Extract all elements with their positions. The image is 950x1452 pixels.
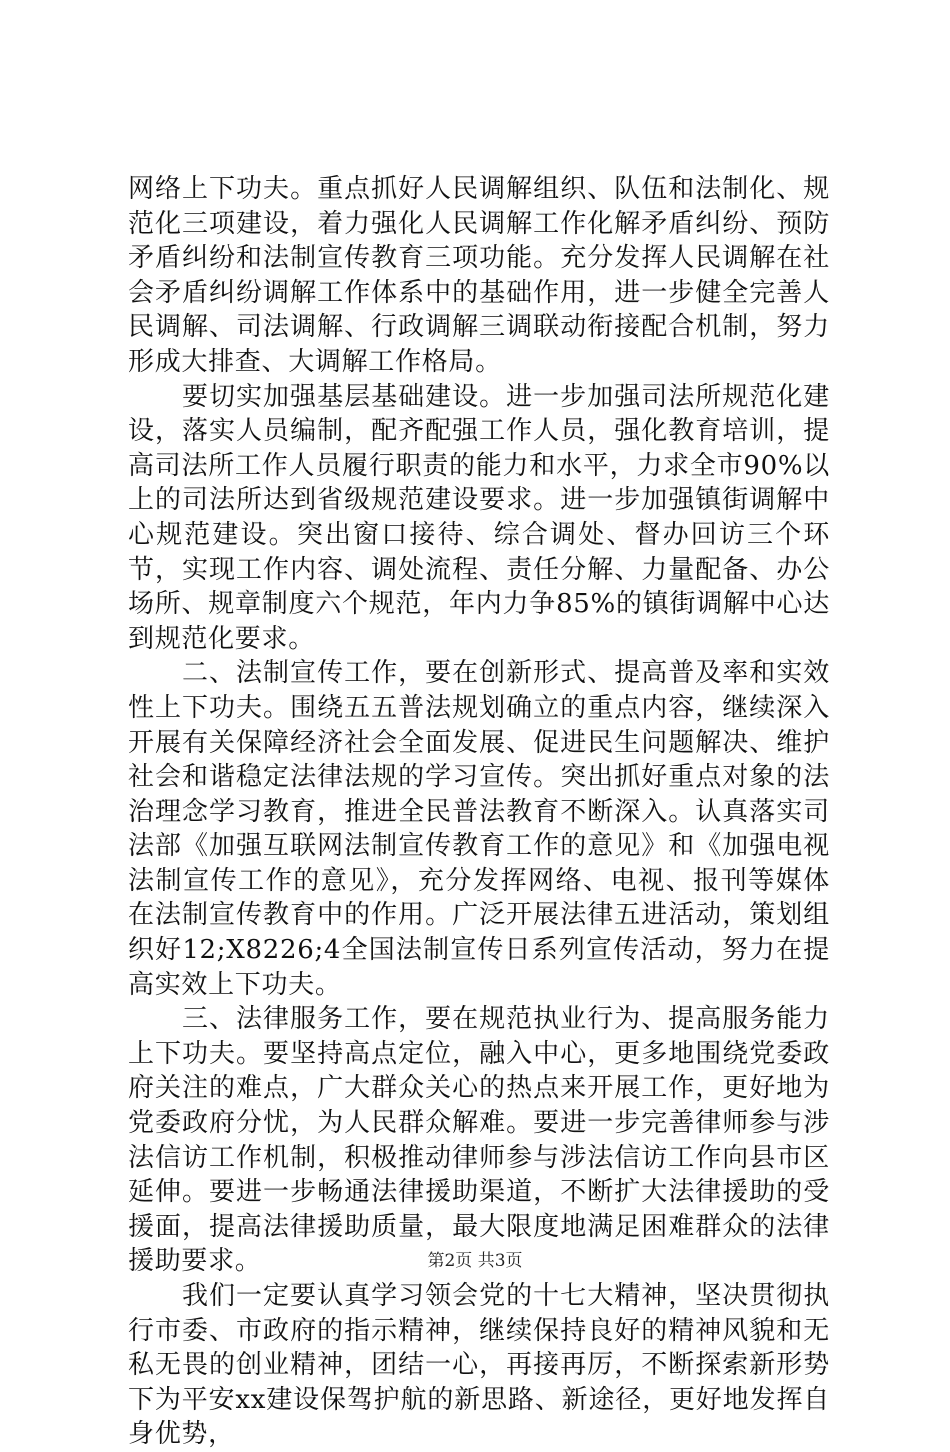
paragraph-1: 网络上下功夫。重点抓好人民调解组织、队伍和法制化、规范化三项建设，着力强化人民调解工作化解矛盾纠纷、预防矛盾纠纷和法制宣传教育三项功能。充分发挥人民调解在社会矛盾纠纷调解工作体系中的基础作用，进一步健全完善人民调解、司法调解、行政调解三调联动衔接配合机制，努力形成大排查、大调解工作格局。 [128,174,830,377]
paragraph-5: 我们一定要认真学习领会党的十七大精神，坚决贯彻执行市委、市政府的指示精神，继续保持良好的精神风貌和无私无畏的创业精神，团结一心，再接再厉，不断探索新形势下为平安xx建设保驾护航的新思路、新途径，更好地发挥自身优势， [128,1281,830,1450]
paragraph-4: 三、法律服务工作，要在规范执业行为、提高服务能力上下功夫。要坚持高点定位，融入中心，更多地围绕党委政府关注的难点，广大群众关心的热点来开展工作，更好地为党委政府分忧，为人民群众解难。要进一步完善律师参与涉法信访工作机制，积极推动律师参与涉法信访工作向县市区延伸。要进一步畅通法律援助渠道，不断扩大法律援助的受援面，提高法律援助质量，最大限度地满足困难群众的法律援助要求。 [128,1004,830,1277]
paragraph-3: 二、法制宣传工作，要在创新形式、提高普及率和实效性上下功夫。围绕五五普法规划确立的重点内容，继续深入开展有关保障经济社会全面发展、促进民生问题解决、维护社会和谐稳定法律法规的学习宣传。突出抓好重点对象的法治理念学习教育，推进全民普法教育不断深入。认真落实司法部《加强互联网法制宣传教育工作的意见》和《加强电视法制宣传工作的意见》，充分发挥网络、电视、报刊等媒体在法制宣传教育中的作用。广泛开展法律五进活动，策划组织好12;X8226;4全国法制宣传日系列宣传活动，努力在提高实效上下功夫。 [128,658,830,1000]
paragraph-2: 要切实加强基层基础建设。进一步加强司法所规范化建设，落实人员编制，配齐配强工作人员，强化教育培训，提高司法所工作人员履行职责的能力和水平，力求全市90%以上的司法所达到省级规范建设要求。进一步加强镇街调解中心规范建设。突出窗口接待、综合调处、督办回访三个环节，实现工作内容、调处流程、责任分解、力量配备、办公场所、规章制度六个规范，年内力争85%的镇街调解中心达到规范化要求。 [128,381,830,654]
page-number-footer: 第2页 共3页 [427,1251,523,1271]
